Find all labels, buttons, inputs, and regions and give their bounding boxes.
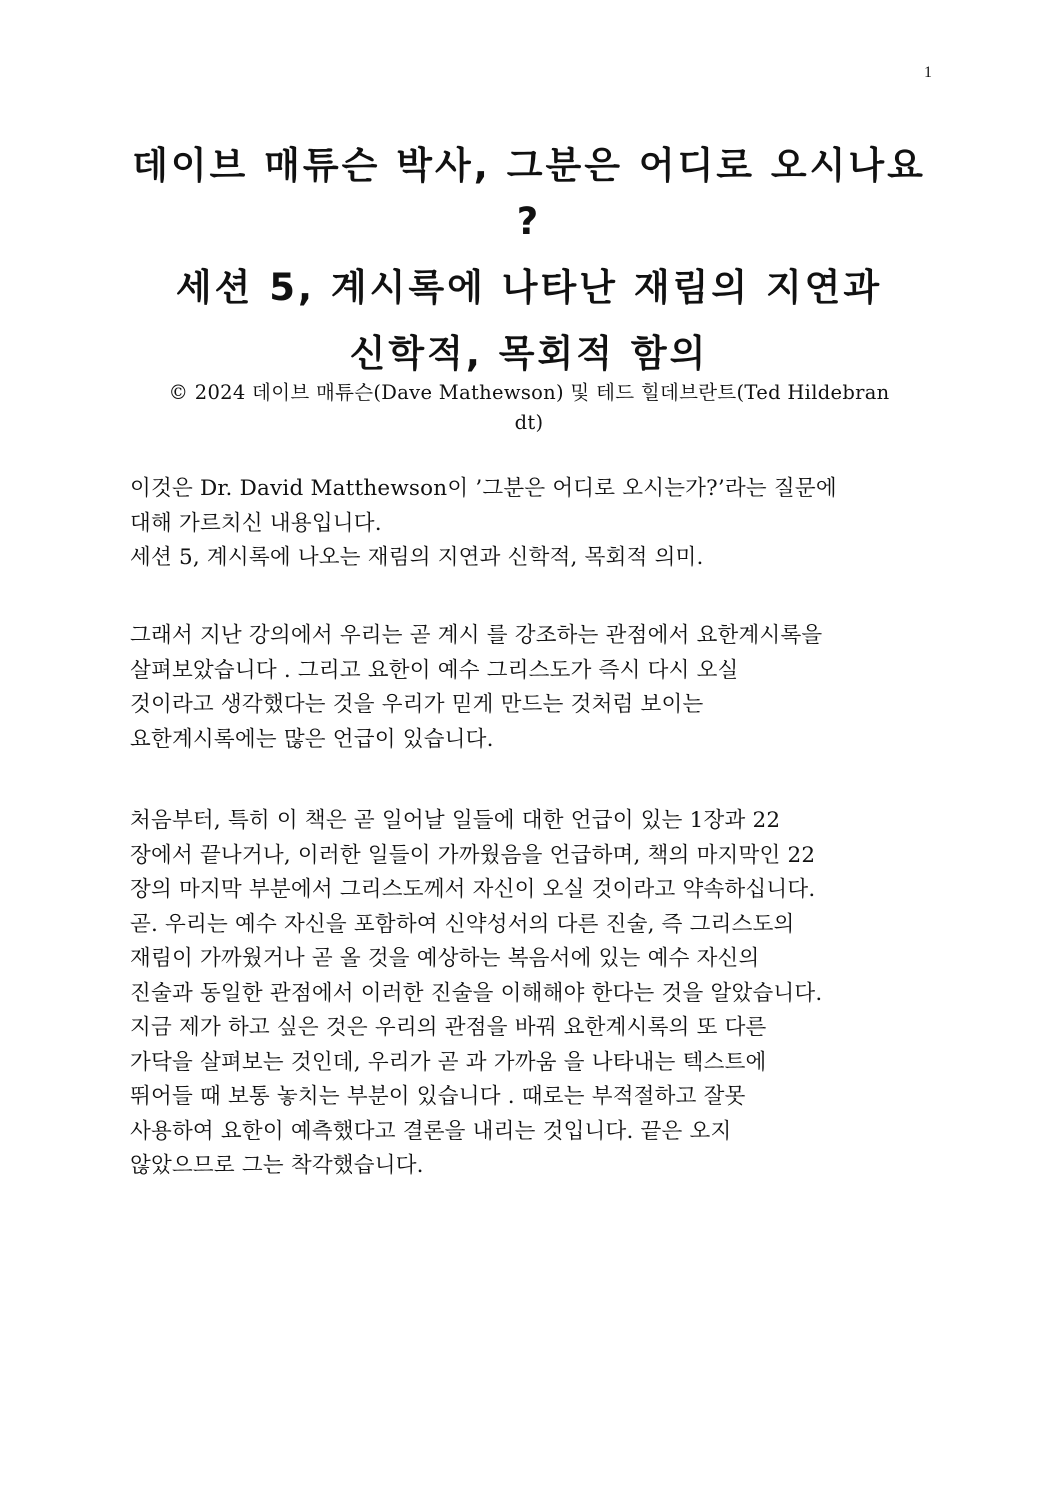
text-line: 지금 제가 하고 싶은 것은 우리의 관점을 바꿔 요한계시록의 또 다른 [130, 1015, 767, 1040]
copyright-line: dt) [514, 411, 544, 434]
text-line: 뛰어들 때 보통 놓치는 부분이 있습니다 . 때로는 부적절하고 잘못 [130, 1084, 746, 1109]
title-line: 데이브 매튜슨 박사, 그분은 어디로 오시나요 [132, 144, 926, 187]
text-line: 것이라고 생각했다는 것을 우리가 믿게 만드는 것처럼 보이는 [130, 692, 704, 717]
text-line: 사용하여 요한이 예측했다고 결론을 내리는 것입니다. 끝은 오지 [130, 1118, 732, 1144]
text-line: 장의 마지막 부분에서 그리스도께서 자신이 오실 것이라고 약속하십니다. [130, 877, 816, 902]
text-line: 살펴보았습니다 . 그리고 요한이 예수 그리스도가 즉시 다시 오실 [130, 657, 739, 683]
copyright-notice [120, 378, 938, 438]
text-line: 재림이 가까웠거나 곧 올 것을 예상하는 복음서에 있는 예수 자신의 [130, 946, 760, 971]
title-line: ? [516, 200, 542, 243]
intro-paragraph [130, 472, 930, 576]
text-line: 이것은 Dr. David Matthewson이 ’그분은 어디로 오시는가?’라는 질문에 [130, 476, 837, 501]
text-line: 대해 가르치신 내용입니다. [130, 510, 382, 536]
text-line: 그래서 지난 강의에서 우리는 곧 계시 를 강조하는 관점에서 요한계시록을 [130, 623, 823, 648]
page-number: 1 [924, 64, 932, 81]
copyright-line: © 2024 데이브 매튜슨(Dave Mathewson) 및 테드 힐데브란트(Ted Hildebran [168, 381, 890, 404]
text-line: 세션 5, 계시록에 나오는 재림의 지연과 신학적, 목회적 의미. [130, 545, 704, 570]
title-line: 세션 5, 계시록에 나타난 재림의 지연과 [175, 266, 883, 309]
text-line: 곧. 우리는 예수 자신을 포함하여 신약성서의 다른 진술, 즉 그리스도의 [130, 911, 795, 937]
document-title [120, 138, 938, 382]
text-line: 장에서 끝나거나, 이러한 일들이 가까웠음을 언급하며, 책의 마지막인 22 [130, 842, 816, 868]
text-line: 않았으므로 그는 착각했습니다. [130, 1153, 424, 1178]
text-line: 처음부터, 특히 이 책은 곧 일어날 일들에 대한 언급이 있는 1장과 22 [130, 808, 781, 833]
text-line: 요한계시록에는 많은 언급이 있습니다. [130, 726, 494, 752]
text-line: 진술과 동일한 관점에서 이러한 진술을 이해해야 한다는 것을 알았습니다. [130, 980, 823, 1006]
text-line: 가닥을 살펴보는 것인데, 우리가 곧 과 가까움 을 나타내는 텍스트에 [130, 1049, 767, 1075]
body-paragraph-2 [130, 804, 930, 1184]
body-paragraph-1 [130, 619, 930, 757]
title-line: 신학적, 목회적 함의 [349, 332, 709, 375]
